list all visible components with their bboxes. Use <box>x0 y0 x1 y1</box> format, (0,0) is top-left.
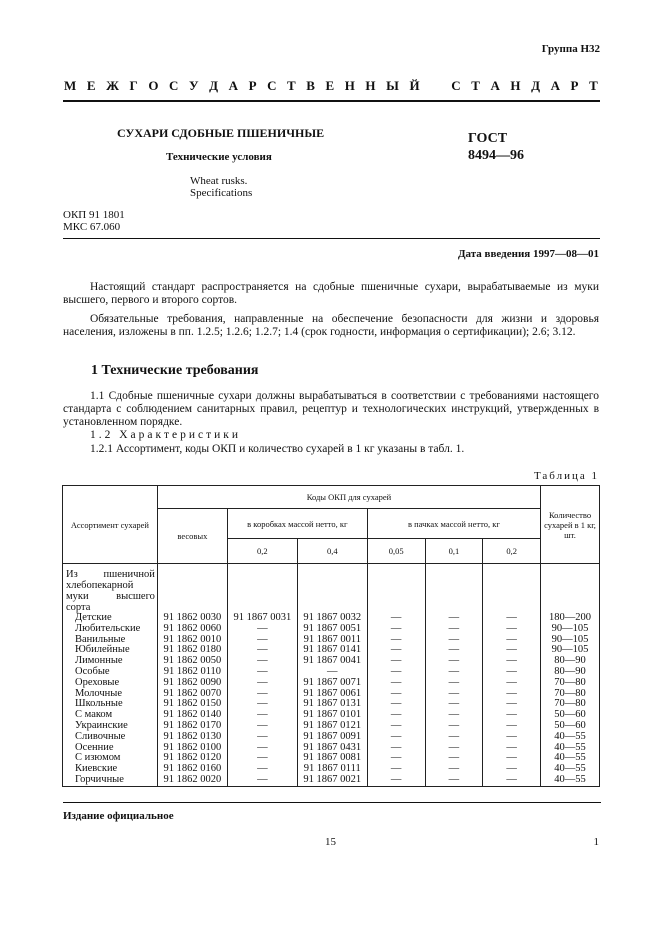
cell-quantity: 90—105 <box>541 635 600 646</box>
paragraph-1-1: 1.1 Сдобные пшеничные сухари должны вырабатываться в соответствии с требованиями настоящего стандарта с соблюдением санитарных правил, рецептур и технологических инструкций, утвержденных в установленном порядке. <box>63 390 599 428</box>
cell-pack-0-1-code: — <box>425 699 483 710</box>
cell-assortment: С маком <box>63 710 158 721</box>
sheet-number: 1 <box>593 836 599 848</box>
title-english-line1: Wheat rusks. <box>190 175 248 187</box>
cell-box-0-2-code: — <box>227 667 297 678</box>
cell-box-0-2-code: — <box>227 624 297 635</box>
intro-paragraph-1: Настоящий стандарт распространяется на сдобные пшеничные сухари, вырабатываемые из муки высшего, первого и второго сортов. <box>63 281 599 306</box>
cell-weight-code: 91 1862 0070 <box>157 689 227 700</box>
cell-pack-0-2-code: — <box>483 635 541 646</box>
cell-box-0-2-code: — <box>227 699 297 710</box>
cell-assortment: Украинские <box>63 721 158 732</box>
cell-pack-0-2-code: — <box>483 624 541 635</box>
cell-box-0-2-code: — <box>227 753 297 764</box>
heading-letter: С <box>267 78 277 93</box>
heading-letter: Ы <box>386 78 399 93</box>
heading-letter: Н <box>365 78 376 93</box>
cell-weight-code: 91 1862 0100 <box>157 743 227 754</box>
cell-pack-0-1-code: — <box>425 753 483 764</box>
cell-pack-0-2-code: — <box>483 645 541 656</box>
cell-assortment: Молочные <box>63 689 158 700</box>
heading-letter: Н <box>510 78 521 93</box>
header-pack-0-1: 0,1 <box>425 539 483 564</box>
cell-box-0-4-code: 91 1867 0021 <box>297 775 367 786</box>
cell-quantity: 70—80 <box>541 699 600 710</box>
gost-label: ГОСТ <box>468 131 508 146</box>
cell-pack-0-2-code: — <box>483 775 541 786</box>
cell-pack-0-05-code: — <box>367 775 425 786</box>
cell-quantity: 80—90 <box>541 656 600 667</box>
assortment-table <box>62 485 600 787</box>
cell-pack-0-2-code: — <box>483 732 541 743</box>
cell-assortment: Киевские <box>63 764 158 775</box>
cell-box-0-4-code: 91 1867 0091 <box>297 732 367 743</box>
cell-box-0-2-code: — <box>227 710 297 721</box>
cell-weight-code: 91 1862 0050 <box>157 656 227 667</box>
cell-box-0-4-code: 91 1867 0071 <box>297 678 367 689</box>
cell-pack-0-1-code: — <box>425 710 483 721</box>
characteristics-heading: 1.2 Характеристики <box>90 429 242 441</box>
cell-quantity: 70—80 <box>541 689 600 700</box>
cell-pack-0-2-code: — <box>483 764 541 775</box>
standard-type-heading <box>64 78 598 94</box>
cell-box-0-2-code: — <box>227 743 297 754</box>
heading-letter: Т <box>589 78 598 93</box>
cell-quantity: 180—200 <box>541 613 600 624</box>
heading-letter: Т <box>287 78 296 93</box>
cell-box-0-2-code: — <box>227 775 297 786</box>
cell-pack-0-2-code: — <box>483 710 541 721</box>
heading-letter: Е <box>86 78 96 93</box>
cell-pack-0-05-code: — <box>367 710 425 721</box>
cell-pack-0-2-code: — <box>483 689 541 700</box>
cell-box-0-2-code: — <box>227 721 297 732</box>
header-pack-0-05: 0,05 <box>367 539 425 564</box>
cell-weight-code: 91 1862 0150 <box>157 699 227 710</box>
cell-assortment: Детские <box>63 613 158 624</box>
cell-assortment: Лимонные <box>63 656 158 667</box>
cell-box-0-2-code: — <box>227 645 297 656</box>
cell-box-0-4-code: 91 1867 0131 <box>297 699 367 710</box>
cell-box-0-4-code: 91 1867 0051 <box>297 624 367 635</box>
cell-box-0-2-code: — <box>227 764 297 775</box>
header-rule <box>63 100 600 102</box>
heading-letter: У <box>188 78 199 93</box>
heading-letter: Г <box>129 78 138 93</box>
cell-pack-0-05-code: — <box>367 667 425 678</box>
heading-letter: Е <box>325 78 335 93</box>
heading-letter: С <box>451 78 461 93</box>
cell-pack-0-1-code: — <box>425 656 483 667</box>
cell-pack-0-1-code: — <box>425 732 483 743</box>
okp-code: ОКП 91 1801 <box>63 209 125 221</box>
cell-box-0-4-code: 91 1867 0041 <box>297 656 367 667</box>
table-row <box>63 624 600 635</box>
cell-box-0-4-code: 91 1867 0121 <box>297 721 367 732</box>
group-label: Из пшеничной хлебопекарной муки высшего сорта <box>63 564 158 614</box>
heading-letter: В <box>306 78 315 93</box>
cell-quantity: 40—55 <box>541 775 600 786</box>
cell-pack-0-05-code: — <box>367 732 425 743</box>
table-caption: Таблица 1 <box>533 470 599 482</box>
cell-box-0-4-code: 91 1867 0081 <box>297 753 367 764</box>
cell-assortment: Особые <box>63 667 158 678</box>
cell-pack-0-2-code: — <box>483 613 541 624</box>
footer-rule <box>63 802 601 803</box>
cell-weight-code: 91 1862 0030 <box>157 613 227 624</box>
cell-pack-0-1-code: — <box>425 667 483 678</box>
cell-box-0-2-code: 91 1867 0031 <box>227 613 297 624</box>
cell-weight-code: 91 1862 0110 <box>157 667 227 678</box>
document-title: СУХАРИ СДОБНЫЕ ПШЕНИЧНЫЕ <box>117 126 325 140</box>
gost-number: 8494—96 <box>468 148 524 163</box>
heading-letter: О <box>148 78 159 93</box>
cell-pack-0-05-code: — <box>367 635 425 646</box>
page-number: 15 <box>325 836 336 848</box>
cell-quantity: 40—55 <box>541 753 600 764</box>
cell-pack-0-1-code: — <box>425 624 483 635</box>
cell-quantity: 40—55 <box>541 732 600 743</box>
cell-pack-0-05-code: — <box>367 753 425 764</box>
cell-box-0-4-code: 91 1867 0141 <box>297 645 367 656</box>
intro-paragraph-2: Обязательные требования, направленные на обеспечение безопасности для жизни и здоровья населения, изложены в пп. 1.2.5; 1.2.6; 1.2.7; 1.4 (срок годности, информация о сертификации); 2.6; 3.12. <box>63 313 599 338</box>
cell-assortment: Ореховые <box>63 678 158 689</box>
heading-letter: Р <box>570 78 579 93</box>
cell-box-0-4-code: 91 1867 0061 <box>297 689 367 700</box>
heading-letter: С <box>169 78 179 93</box>
cell-pack-0-2-code: — <box>483 656 541 667</box>
cell-quantity: 80—90 <box>541 667 600 678</box>
heading-letter: Д <box>531 78 541 93</box>
cell-assortment: Любительские <box>63 624 158 635</box>
cell-box-0-2-code: — <box>227 678 297 689</box>
cell-weight-code: 91 1862 0090 <box>157 678 227 689</box>
cell-pack-0-1-code: — <box>425 689 483 700</box>
cell-pack-0-2-code: — <box>483 678 541 689</box>
cell-weight-code: 91 1862 0140 <box>157 710 227 721</box>
table-row <box>63 775 600 786</box>
cell-pack-0-05-code: — <box>367 689 425 700</box>
cell-box-0-4-code: 91 1867 0101 <box>297 710 367 721</box>
cell-pack-0-05-code: — <box>367 764 425 775</box>
header-pack-0-2: 0,2 <box>483 539 541 564</box>
cell-quantity: 40—55 <box>541 743 600 754</box>
cell-pack-0-1-code: — <box>425 764 483 775</box>
header-assortment: Ассортимент сухарей <box>63 486 158 564</box>
section-heading: 1 Технические требования <box>91 363 259 378</box>
cell-weight-code: 91 1862 0130 <box>157 732 227 743</box>
cell-pack-0-05-code: — <box>367 721 425 732</box>
cell-weight-code: 91 1862 0010 <box>157 635 227 646</box>
cell-assortment: Горчичные <box>63 775 158 786</box>
cell-weight-code: 91 1862 0020 <box>157 775 227 786</box>
cell-pack-0-1-code: — <box>425 775 483 786</box>
cell-quantity: 70—80 <box>541 678 600 689</box>
group-row <box>63 564 600 614</box>
cell-box-0-4-code: — <box>297 667 367 678</box>
cell-assortment: Ванильные <box>63 635 158 646</box>
header-okp-codes: Коды ОКП для сухарей <box>157 486 540 509</box>
header-quantity: Количество сухарей в 1 кг, шт. <box>541 486 600 564</box>
paragraph-1-2 <box>90 429 590 442</box>
header-box-0-2: 0,2 <box>227 539 297 564</box>
cell-weight-code: 91 1862 0120 <box>157 753 227 764</box>
header-packs: в пачках массой нетто, кг <box>367 509 540 539</box>
heading-letter: А <box>550 78 560 93</box>
cell-pack-0-2-code: — <box>483 699 541 710</box>
meta-rule <box>63 238 600 239</box>
cell-quantity: 50—60 <box>541 710 600 721</box>
title-english-line2: Specifications <box>190 187 253 199</box>
cell-box-0-4-code: 91 1867 0431 <box>297 743 367 754</box>
cell-weight-code: 91 1862 0060 <box>157 624 227 635</box>
heading-letter: Н <box>344 78 355 93</box>
cell-pack-0-05-code: — <box>367 699 425 710</box>
cell-assortment: Школьные <box>63 699 158 710</box>
cell-pack-0-05-code: — <box>367 613 425 624</box>
cell-pack-0-1-code: — <box>425 743 483 754</box>
header-weight: весовых <box>157 509 227 564</box>
heading-letter: А <box>228 78 238 93</box>
cell-box-0-2-code: — <box>227 689 297 700</box>
cell-box-0-4-code: 91 1867 0032 <box>297 613 367 624</box>
table-row <box>63 678 600 689</box>
cell-weight-code: 91 1862 0160 <box>157 764 227 775</box>
cell-box-0-2-code: — <box>227 635 297 646</box>
cell-pack-0-2-code: — <box>483 667 541 678</box>
paragraph-1-2-1: 1.2.1 Ассортимент, коды ОКП и количество сухарей в 1 кг указаны в табл. 1. <box>90 443 465 455</box>
cell-pack-0-2-code: — <box>483 753 541 764</box>
cell-assortment: Сливочные <box>63 732 158 743</box>
heading-letter: Р <box>248 78 257 93</box>
cell-box-0-2-code: — <box>227 656 297 667</box>
mks-code: МКС 67.060 <box>63 221 121 233</box>
cell-pack-0-05-code: — <box>367 743 425 754</box>
heading-letter: М <box>64 78 77 93</box>
cell-pack-0-2-code: — <box>483 743 541 754</box>
cell-pack-0-05-code: — <box>367 624 425 635</box>
heading-letter: Ж <box>106 78 119 93</box>
cell-pack-0-05-code: — <box>367 678 425 689</box>
group-code: Группа Н32 <box>541 43 600 55</box>
table-row <box>63 732 600 743</box>
cell-assortment: Осенние <box>63 743 158 754</box>
cell-box-0-4-code: 91 1867 0111 <box>297 764 367 775</box>
edition-label: Издание официальное <box>63 810 174 822</box>
cell-quantity: 40—55 <box>541 764 600 775</box>
cell-box-0-4-code: 91 1867 0011 <box>297 635 367 646</box>
heading-letter: Д <box>209 78 219 93</box>
document-subtitle: Технические условия <box>166 151 272 163</box>
header-boxes: в коробках массой нетто, кг <box>227 509 367 539</box>
cell-quantity: 90—105 <box>541 645 600 656</box>
heading-letter: Й <box>409 78 420 93</box>
cell-box-0-2-code: — <box>227 732 297 743</box>
cell-pack-0-05-code: — <box>367 656 425 667</box>
cell-pack-0-2-code: — <box>483 721 541 732</box>
cell-pack-0-1-code: — <box>425 635 483 646</box>
header-box-0-4: 0,4 <box>297 539 367 564</box>
cell-pack-0-1-code: — <box>425 678 483 689</box>
cell-assortment: Юбилейные <box>63 645 158 656</box>
cell-quantity: 50—60 <box>541 721 600 732</box>
cell-pack-0-1-code: — <box>425 645 483 656</box>
heading-letter: Т <box>471 78 480 93</box>
effective-date: Дата введения 1997—08—01 <box>457 248 599 260</box>
cell-pack-0-1-code: — <box>425 613 483 624</box>
cell-assortment: С изюмом <box>63 753 158 764</box>
heading-letter: А <box>490 78 500 93</box>
cell-pack-0-1-code: — <box>425 721 483 732</box>
cell-pack-0-05-code: — <box>367 645 425 656</box>
cell-weight-code: 91 1862 0180 <box>157 645 227 656</box>
cell-quantity: 90—105 <box>541 624 600 635</box>
cell-weight-code: 91 1862 0170 <box>157 721 227 732</box>
